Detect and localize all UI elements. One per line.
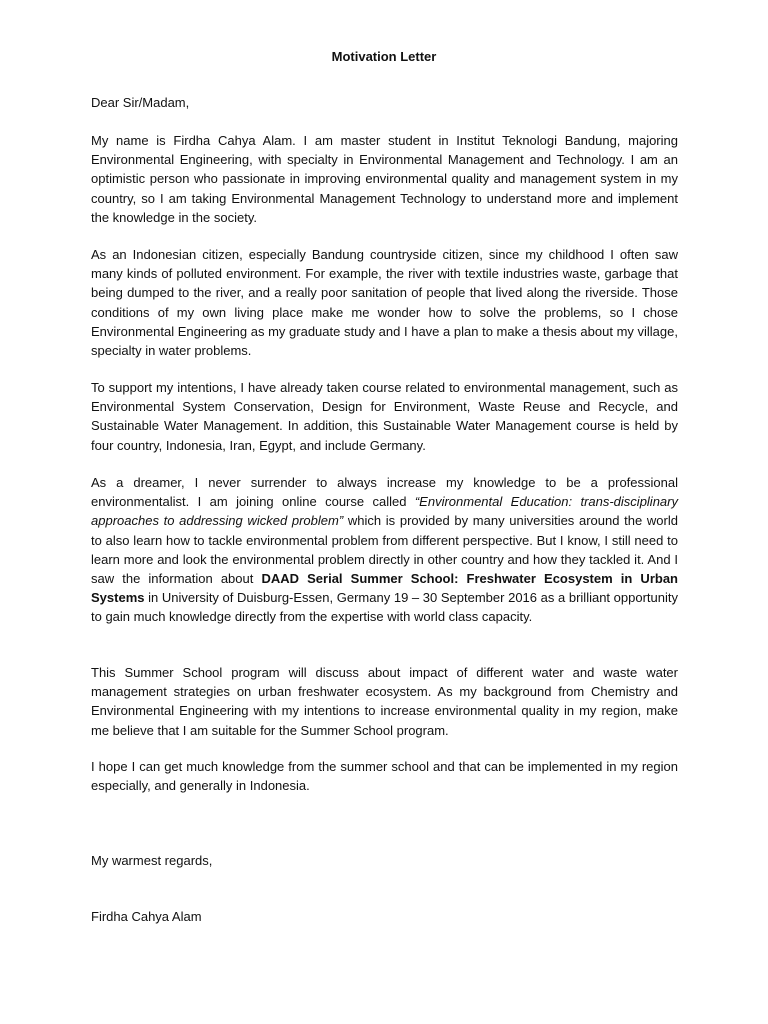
p4-text-3: in University of Duisburg-Essen, Germany 19 – 30 September 2016 as a brilliant opportunity to gain much knowledge directly from the expertise with world class capacity. [91,590,678,625]
course-title-italic: “Environmental Education: trans-disciplinary approaches to addressing wicked problem” [91,494,678,529]
paragraph-courses: To support my intentions, I have already taken course related to environmental management, such as Environmental System Conservation, Design for Environment, Waste Reuse and Recycle, and Sustainable Water Management. In addition, this Sustainable Water Management course is held by four country, Indonesia, Iran, Egypt, and include Germany. [91,380,678,453]
greeting: Dear Sir/Madam, [91,95,190,110]
paragraph-introduction: My name is Firdha Cahya Alam. I am master student in Institut Teknologi Bandung, majoring Environmental Engineering, with specialty in Environmental Management and Technology. I am an optimistic person who passionate in improving environmental quality and management system in my country, so I am taking Environmental Management Technology to understand more and implement the knowledge in the society. [91,133,678,225]
p4-text-1: As a dreamer, I never surrender to always increase my knowledge to be a professional environmentalist. I am joining online course called [91,475,678,510]
program-name-bold: DAAD Serial Summer School: Freshwater Ecosystem in Urban Systems [91,571,678,606]
paragraph-program: This Summer School program will discuss about impact of different water and waste water management strategies on urban freshwater ecosystem. As my background from Chemistry and Environmental Engineering with my intentions to increase environmental quality in my region, make me believe that I am suitable for the Summer School program. [91,665,678,738]
paragraph-background: As an Indonesian citizen, especially Bandung countryside citizen, since my childhood I often saw many kinds of polluted environment. For example, the river with textile industries waste, garbage that being dumped to the river, and a really poor sanitation of people that lived along the riverside. Those conditions of my own living place make me wonder how to solve the problems, so I chose Environmental Engineering as my graduate study and I have a plan to make a thesis about my village, specialty in water problems. [91,247,678,359]
closing: My warmest regards, [91,853,213,868]
letter-title: Motivation Letter [331,49,437,64]
paragraph-hope: I hope I can get much knowledge from the summer school and that can be implemented in my region especially, and generally in Indonesia. [91,759,678,794]
p4-text-2: which is provided by many universities around the world to also learn how to tackle environmental problem from different perspective. But I know, I still need to learn more and look the environmental problem directly in other country and how they tackled it. And I saw the information about [91,513,678,587]
paragraph-summer-school [91,473,678,627]
signature-name: Firdha Cahya Alam [91,909,202,924]
